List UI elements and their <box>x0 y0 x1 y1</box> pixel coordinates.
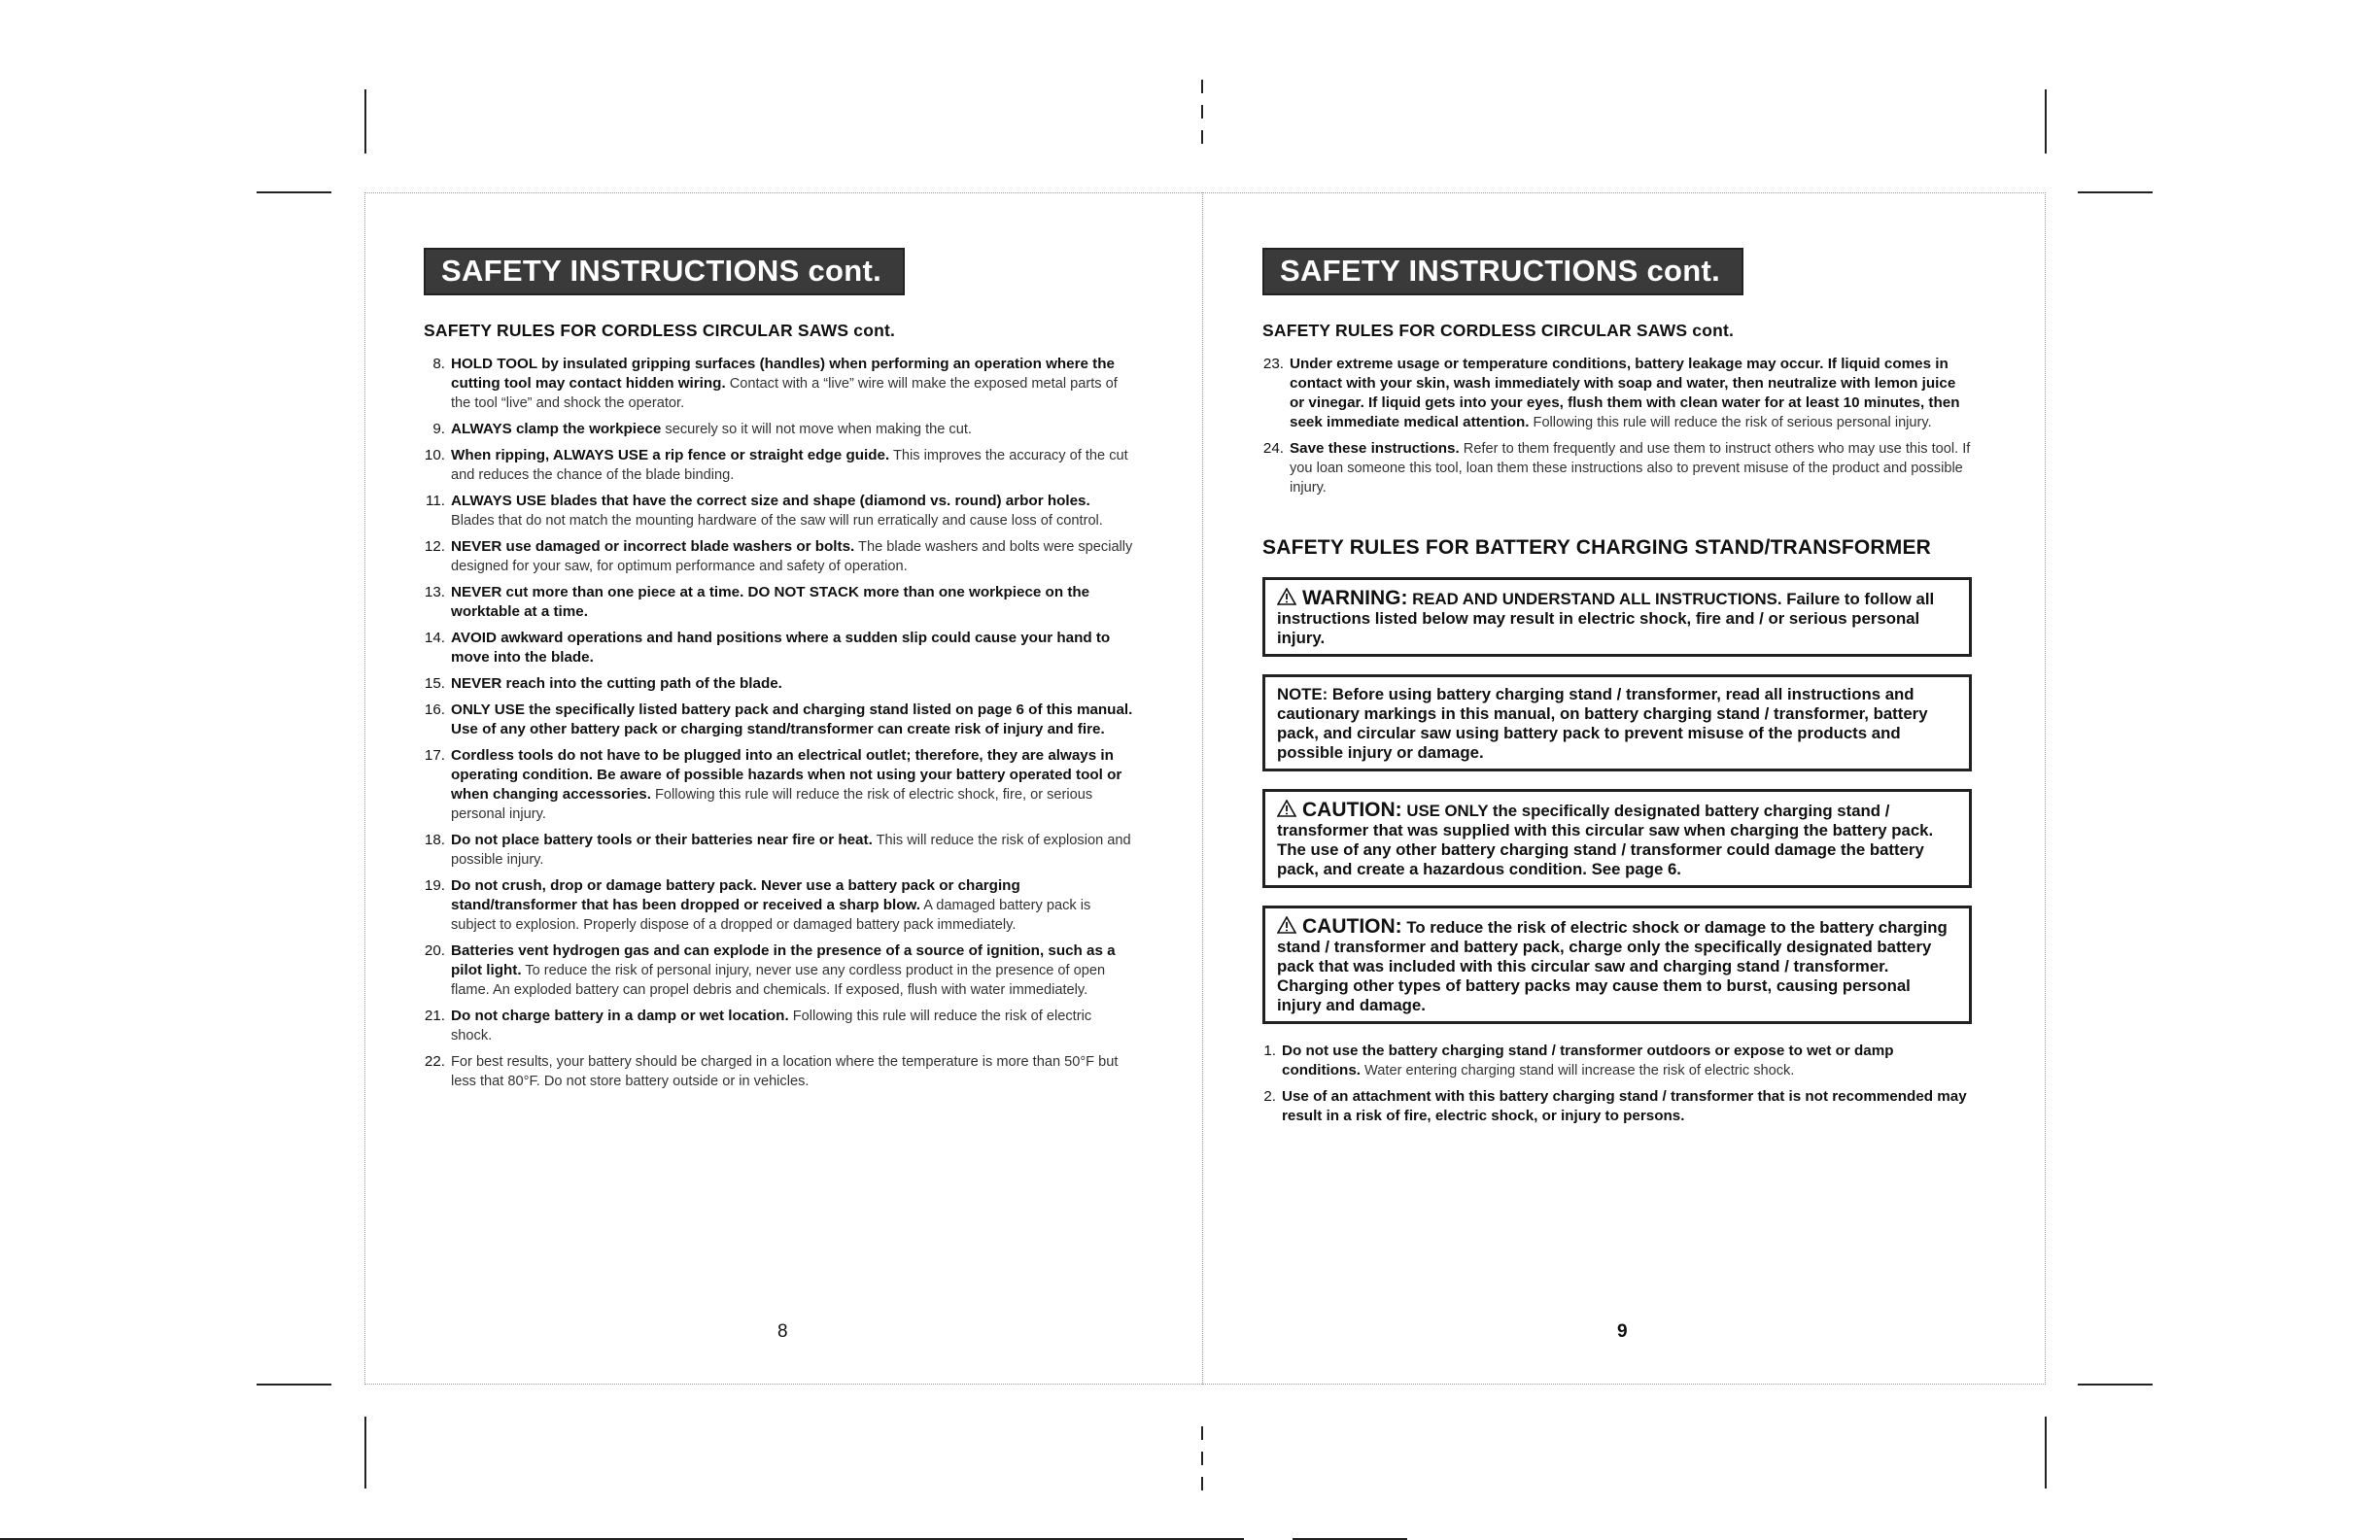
fold-line <box>1202 192 1203 1385</box>
rule-bold-text: NEVER reach into the cutting path of the blade. <box>451 675 782 692</box>
crop-mark <box>2045 89 2047 154</box>
rule-item <box>424 583 1133 622</box>
fold-mark <box>1201 1477 1203 1490</box>
caution-text: USE ONLY the specifically designated battery charging stand / transformer that was supplied with this circular saw when charging the battery pack. The use of any other battery charging stand / transformer could damage the battery pack, and create a hazardous condition. See page 6. <box>1277 802 1934 878</box>
note-text: NOTE: Before using battery charging stand / transformer, read all instructions and cautionary markings in this manual, on battery charging stand / transformer, battery pack, and circular saw using battery pack to prevent misuse of the products and possible injury or damage. <box>1277 685 1928 762</box>
fold-mark <box>1201 130 1203 144</box>
rule-plain-text: securely so it will not move when making the cut. <box>661 422 972 437</box>
rule-plain-text: To reduce the risk of personal injury, never use any cordless product in the presence of open flame. An exploded battery can propel debris and chemicals. If exposed, flush with water immediately. <box>451 963 1106 998</box>
rule-item <box>424 492 1133 530</box>
rule-number: 14. <box>424 630 445 646</box>
left-page <box>424 248 1133 1098</box>
caution-box <box>1262 906 1972 1024</box>
rule-plain-text: Refer to them frequently and use them to instruct others who may use this tool. If you loan someone this tool, loan them these instructions also to prevent misuse of the product and possible injury. <box>1290 441 1971 496</box>
rule-plain-text: Following this rule will reduce the risk of electric shock, fire, or serious personal injury. <box>451 787 1093 822</box>
rule-number: 19. <box>424 877 445 894</box>
rule-plain-text: This improves the accuracy of the cut and reduces the chance of the blade binding. <box>451 448 1128 483</box>
rule-item <box>424 629 1133 667</box>
rule-number: 18. <box>424 832 445 848</box>
rule-item <box>424 674 1133 694</box>
rule-number: 17. <box>424 747 445 764</box>
rule-bold-text: ALWAYS clamp the workpiece <box>451 421 662 437</box>
rule-item <box>424 446 1133 485</box>
crop-mark <box>2078 1384 2153 1386</box>
rule-bold-text: HOLD TOOL by insulated gripping surfaces (handles) when performing an operation where the cutting tool may contact hidden wiring. <box>451 356 1115 392</box>
rule-plain-text: Water entering charging stand will increase the risk of electric shock. <box>1361 1063 1795 1078</box>
rule-item <box>424 831 1133 870</box>
rule-item <box>424 746 1133 824</box>
rule-bold-text: ALWAYS USE blades that have the correct size and shape (diamond vs. round) arbor holes. <box>451 493 1090 509</box>
rule-item <box>1262 1042 1972 1080</box>
rule-bold-text: NEVER use damaged or incorrect blade washers or bolts. <box>451 538 855 555</box>
rule-bold-text: Do not place battery tools or their batteries near fire or heat. <box>451 832 873 848</box>
section-title: SAFETY RULES FOR CORDLESS CIRCULAR SAWS cont. <box>424 321 896 340</box>
section-title: SAFETY RULES FOR CORDLESS CIRCULAR SAWS cont. <box>1262 321 1735 340</box>
rule-bold-text: Batteries vent hydrogen gas and can explode in the presence of a source of ignition, such as a pilot light. <box>451 942 1116 978</box>
crop-mark <box>257 1384 331 1386</box>
rule-number: 16. <box>424 702 445 718</box>
rule-bold-text: Do not crush, drop or damage battery pack. Never use a battery pack or charging stand/transformer that has been dropped or received a sharp blow. <box>451 877 1020 913</box>
rule-item <box>424 941 1133 1000</box>
rule-number: 15. <box>424 675 445 692</box>
rule-number: 9. <box>432 421 445 437</box>
rule-plain-text: This will reduce the risk of explosion and possible injury. <box>451 833 1131 868</box>
rule-item <box>1262 439 1972 497</box>
rule-number: 11. <box>426 493 445 509</box>
rule-bold-text: Under extreme usage or temperature conditions, battery leakage may occur. If liquid comes in contact with your skin, wash immediately with soap and water, then neutralize with lemon juice or vinegar. If liquid gets into your eyes, flush them with clean water for at least 10 minutes, then seek immediate medical attention. <box>1290 356 1960 430</box>
rule-plain-text: Following this rule will reduce the risk of electric shock. <box>451 1009 1092 1044</box>
charging-section-title: SAFETY RULES FOR BATTERY CHARGING STAND/TRANSFORMER <box>1262 536 1932 559</box>
rule-item <box>424 876 1133 935</box>
rule-plain-text: Blades that do not match the mounting hardware of the saw will run erratically and cause loss of control. <box>451 513 1103 529</box>
caution-text: To reduce the risk of electric shock or damage to the battery charging stand / transformer and battery pack, charge only the specifically designated battery pack that was included with this circular saw and charging stand / transformer. Charging other types of battery packs may cause them to burst, causing personal injury and damage. <box>1277 918 1948 1014</box>
rule-number: 21. <box>424 1008 445 1024</box>
warning-label: WARNING: <box>1302 587 1408 609</box>
rules-list <box>1262 355 1972 497</box>
rule-item <box>424 1007 1133 1045</box>
rule-number: 24. <box>1262 440 1284 457</box>
rule-item <box>424 355 1133 413</box>
section-banner: SAFETY INSTRUCTIONS cont. <box>1262 248 1743 295</box>
rule-bold-text: AVOID awkward operations and hand positions where a sudden slip could cause your hand to move into the blade. <box>451 630 1111 666</box>
fold-mark <box>1201 1452 1203 1465</box>
page-number: 9 <box>1617 1321 1628 1342</box>
rule-number: 22. <box>424 1053 445 1070</box>
fold-mark <box>1201 105 1203 119</box>
caution-box <box>1262 789 1972 888</box>
charging-rules-list <box>1262 1042 1972 1126</box>
caution-label: CAUTION: <box>1302 915 1402 938</box>
right-page <box>1262 248 1972 1133</box>
rule-item <box>424 1052 1133 1091</box>
rule-number: 1. <box>1263 1043 1276 1059</box>
rule-plain-text: The blade washers and bolts were specially designed for your saw, for optimum performance and safety of operation. <box>451 539 1133 574</box>
rule-plain-text: Contact with a “live” wire will make the exposed metal parts of the tool “live” and shock the operator. <box>451 376 1118 411</box>
rule-bold-text: Cordless tools do not have to be plugged into an electrical outlet; therefore, they are always in operating condition. Be aware of possible hazards when not using your battery operated tool or when changing accessories. <box>451 747 1122 803</box>
rule-number: 20. <box>424 942 445 959</box>
section-banner: SAFETY INSTRUCTIONS cont. <box>424 248 905 295</box>
rule-bold-text: NEVER cut more than one piece at a time. DO NOT STACK more than one workpiece on the worktable at a time. <box>451 584 1090 620</box>
rule-number: 13. <box>424 584 445 600</box>
rule-number: 12. <box>424 538 445 555</box>
rule-item <box>424 537 1133 576</box>
rule-bold-text: Do not charge battery in a damp or wet location. <box>451 1008 789 1024</box>
rule-number: 8. <box>432 356 445 372</box>
rule-number: 23. <box>1262 356 1284 372</box>
crop-mark <box>2078 191 2153 193</box>
rule-item <box>424 420 1133 439</box>
rule-number: 2. <box>1263 1088 1276 1105</box>
rule-item <box>424 701 1133 739</box>
rule-bold-text: Do not use the battery charging stand / transformer outdoors or expose to wet or damp conditions. <box>1282 1043 1894 1078</box>
crop-mark <box>364 89 366 154</box>
rule-item <box>1262 355 1972 432</box>
warning-text: READ AND UNDERSTAND ALL INSTRUCTIONS. Failure to follow all instructions listed below may result in electric shock, fire and / or serious personal injury. <box>1277 590 1935 647</box>
rule-number: 10. <box>424 447 445 463</box>
rule-bold-text: Save these instructions. <box>1290 440 1460 457</box>
fold-mark <box>1201 80 1203 93</box>
crop-mark <box>364 1417 366 1489</box>
warning-box <box>1262 577 1972 657</box>
rule-plain-text: A damaged battery pack is subject to explosion. Properly dispose of a dropped or damaged battery pack immediately. <box>451 898 1091 933</box>
rule-bold-text: Use of an attachment with this battery charging stand / transformer that is not recommended may result in a risk of fire, electric shock, or injury to persons. <box>1282 1088 1967 1124</box>
rule-plain-text: For best results, your battery should be charged in a location where the temperature is more than 50°F but less that 80°F. Do not store battery outside or in vehicles. <box>451 1054 1119 1089</box>
crop-mark <box>257 191 331 193</box>
page-number: 8 <box>777 1321 788 1342</box>
crop-mark <box>2045 1417 2047 1489</box>
rules-list <box>424 355 1133 1091</box>
rule-plain-text: Following this rule will reduce the risk of serious personal injury. <box>1529 415 1932 430</box>
warning-triangle-icon <box>1277 588 1296 605</box>
rule-bold-text: ONLY USE the specifically listed battery pack and charging stand listed on page 6 of this manual. Use of any other battery pack or charging stand/transformer can create risk of injury and fire. <box>451 702 1133 737</box>
warning-triangle-icon <box>1277 916 1296 934</box>
warning-triangle-icon <box>1277 800 1296 817</box>
rule-bold-text: When ripping, ALWAYS USE a rip fence or straight edge guide. <box>451 447 890 463</box>
rule-item <box>1262 1087 1972 1126</box>
fold-mark <box>1201 1426 1203 1440</box>
caution-label: CAUTION: <box>1302 799 1402 821</box>
note-box <box>1262 674 1972 771</box>
